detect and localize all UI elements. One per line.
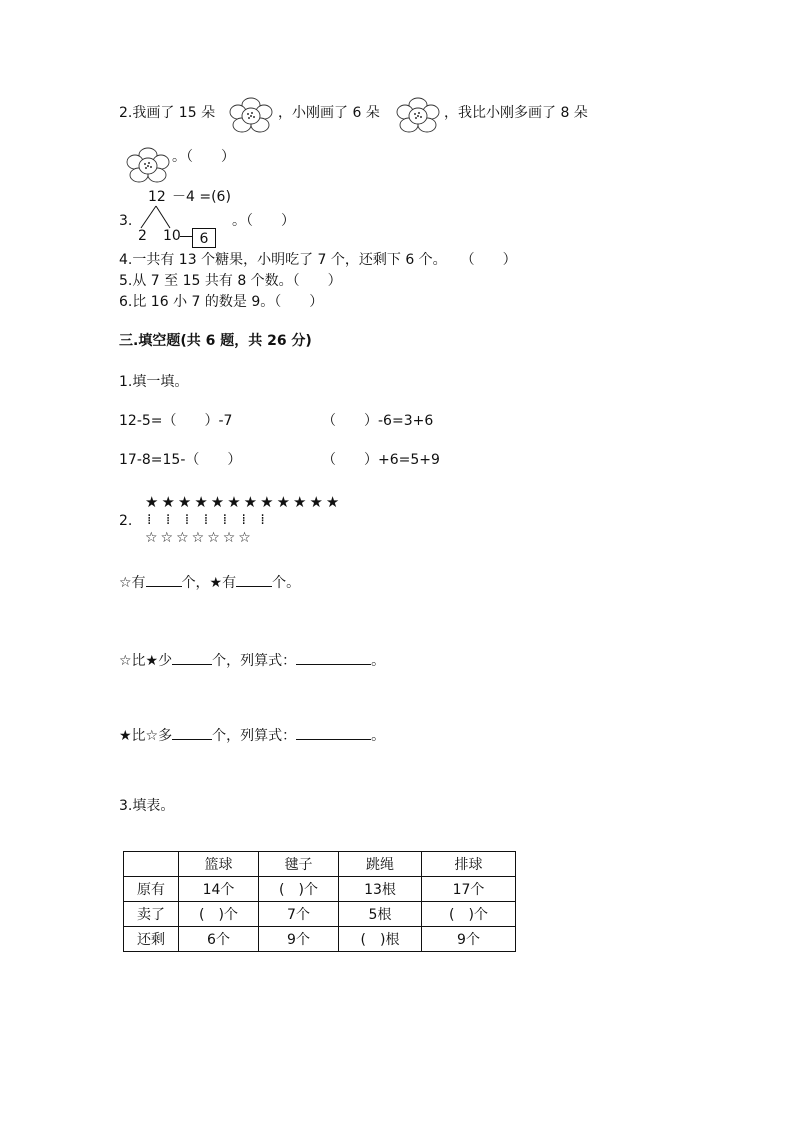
- q3-bottom-left: 2: [138, 228, 147, 244]
- table-row: [124, 877, 516, 902]
- table-row: [124, 902, 516, 927]
- table-cell: 还剩: [124, 927, 179, 952]
- q3-tail: 。（ ）: [232, 213, 295, 229]
- fill-q2-line1: ☆有 个，★有 个。: [119, 572, 300, 590]
- table-cell: 17个: [422, 877, 516, 902]
- fill-q1-row1-right: （ ）-6=3+6: [322, 413, 434, 429]
- table-cell: 13根: [339, 877, 422, 902]
- q3-connector-line: [180, 236, 192, 237]
- q3-split-lines: [136, 204, 176, 230]
- table-cell: 5根: [339, 902, 422, 927]
- table-cell: 原有: [124, 877, 179, 902]
- table-cell: 6个: [179, 927, 259, 952]
- table-cell[interactable]: ( )个: [259, 877, 339, 902]
- black-stars-row: ★★★★★★★★★★★★: [145, 493, 343, 511]
- table-cell[interactable]: ( )个: [179, 902, 259, 927]
- fill-table: [123, 851, 516, 952]
- blank-white-count[interactable]: [146, 572, 182, 587]
- fill-q3-label: 3.填表。: [119, 798, 175, 814]
- q4-text: 4.一共有 13 个糖果，小明吃了 7 个，还剩下 6 个。 （ ）: [119, 252, 517, 268]
- blank-more-count[interactable]: [172, 725, 212, 740]
- table-cell: 9个: [259, 927, 339, 952]
- table-header-row: [124, 852, 516, 877]
- table-cell: 14个: [179, 877, 259, 902]
- table-cell[interactable]: ( )个: [422, 902, 516, 927]
- dotted-connectors: ⁞ ⁞ ⁞ ⁞ ⁞ ⁞ ⁞: [147, 512, 270, 528]
- blank-more-formula[interactable]: [296, 725, 371, 740]
- q3-bottom-right: 10: [163, 228, 181, 244]
- table-cell: 卖了: [124, 902, 179, 927]
- blank-fewer-count[interactable]: [172, 650, 212, 665]
- table-cell: 排球: [422, 852, 516, 877]
- fill-q1-label: 1.填一填。: [119, 374, 189, 390]
- q3-top-equation: －4 =(6): [172, 189, 231, 205]
- flower-icon: [229, 96, 273, 136]
- flower-icon: [396, 96, 440, 136]
- fill-q1-row1-left: 12-5=（ ）-7: [119, 413, 233, 429]
- q2-text-4: 。（ ）: [172, 149, 235, 165]
- table-cell: 毽子: [259, 852, 339, 877]
- q5-text: 5.从 7 至 15 共有 8 个数。（ ）: [119, 273, 342, 289]
- fill-q2-number: 2.: [119, 513, 133, 529]
- white-stars-row: ☆☆☆☆☆☆☆: [145, 530, 254, 546]
- table-cell[interactable]: ( )根: [339, 927, 422, 952]
- table-cell: 7个: [259, 902, 339, 927]
- section-title: 三.填空题(共 6 题，共 26 分): [119, 333, 312, 349]
- fill-q1-row2-left: 17-8=15-（ ）: [119, 452, 242, 468]
- table-cell: 跳绳: [339, 852, 422, 877]
- q2-text-1: 2.我画了 15 朵: [119, 105, 216, 121]
- q3-answer-box: 6: [192, 228, 216, 248]
- table-cell: [124, 852, 179, 877]
- q6-text: 6.比 16 小 7 的数是 9。（ ）: [119, 294, 324, 310]
- blank-black-count[interactable]: [236, 572, 272, 587]
- table-cell: 9个: [422, 927, 516, 952]
- blank-fewer-formula[interactable]: [296, 650, 371, 665]
- fill-q2-line3: ★比☆多 个，列算式： 。: [119, 725, 385, 743]
- q2-text-2: ，小刚画了 6 朵: [278, 105, 380, 121]
- flower-icon: [126, 146, 170, 186]
- q2-text-3: ，我比小刚多画了 8 朵: [444, 105, 588, 121]
- q3-top-number: 12: [148, 189, 166, 205]
- fill-q1-row2-right: （ ）+6=5+9: [322, 452, 440, 468]
- fill-q2-line2: ☆比★少 个，列算式： 。: [119, 650, 385, 668]
- table-row: [124, 927, 516, 952]
- q3-number: 3.: [119, 213, 133, 229]
- table-cell: 篮球: [179, 852, 259, 877]
